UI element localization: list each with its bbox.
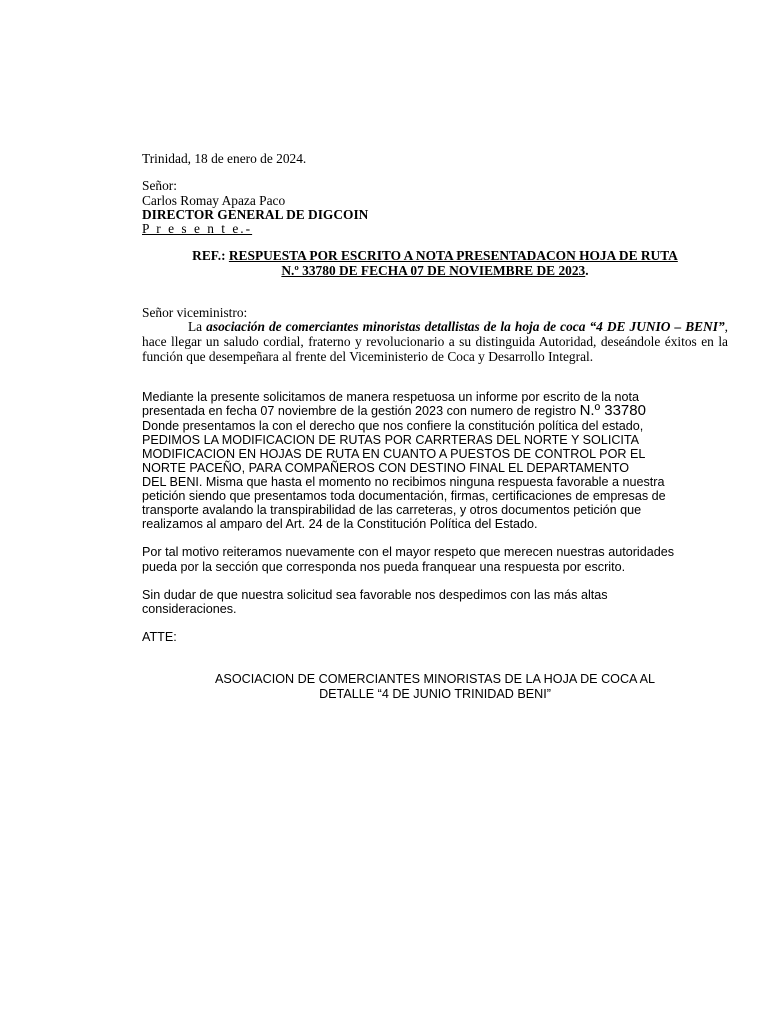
ref-label: REF.:: [192, 248, 226, 263]
body-line: transporte avalando la transpirabilidad de las carreteras, y otros documentos petición que: [142, 503, 642, 517]
signature-line: DETALLE “4 DE JUNIO TRINIDAD BENI”: [319, 687, 551, 701]
body-line: MODIFICACION EN HOJAS DE RUTA EN CUANTO A PUESTOS DE CONTROL POR EL: [142, 447, 646, 461]
intro-paragraph: [142, 319, 728, 364]
closing-line: Sin dudar de que nuestra solicitud sea favorable nos despedimos con las más altas: [142, 588, 608, 602]
atte-line: ATTE:: [142, 630, 177, 644]
ref-period: .: [585, 263, 589, 278]
recipient-name: Carlos Romay Apaza Paco: [142, 193, 286, 208]
reiteration-line: Por tal motivo reiteramos nuevamente con el mayor respeto que merecen nuestras autoridades: [142, 545, 675, 559]
signature-line: ASOCIACION DE COMERCIANTES MINORISTAS DE LA HOJA DE COCA AL: [215, 672, 655, 686]
reiteration-line: pueda por la sección que corresponda nos pueda franquear una respuesta por escrito.: [142, 560, 626, 574]
registro-number: N.º 33780: [579, 402, 646, 419]
greeting: Señor viceministro:: [142, 305, 248, 320]
body-line: NORTE PACEÑO, PARA COMPAÑEROS CON DESTINO FINAL EL DEPARTAMENTO: [142, 461, 630, 475]
body-line: DEL BENI. Misma que hasta el momento no recibimos ninguna respuesta favorable a nuestra: [142, 475, 665, 489]
intro-rest: , hace llegar un saludo cordial, fraterno y revolucionario a su distinguida Autoridad, deseándole éxitos en la función que desempeñara al frente del Viceministerio de Coca y Desarrollo Integral.: [142, 319, 728, 364]
salutation: Señor:: [142, 178, 177, 193]
recipient-title: DIRECTOR GENERAL DE DIGCOIN: [142, 207, 369, 222]
body-line: realizamos al amparo del Art. 24 de la Constitución Política del Estado.: [142, 517, 538, 531]
date-line: Trinidad, 18 de enero de 2024.: [142, 151, 307, 166]
reference-block: [142, 248, 728, 278]
body-line: petición siendo que presentamos toda documentación, firmas, certificaciones de empresas de: [142, 489, 666, 503]
body-line: PEDIMOS LA MODIFICACION DE RUTAS POR CARRTERAS DEL NORTE Y SOLICITA: [142, 433, 640, 447]
body-line: Mediante la presente solicitamos de manera respetuosa un informe por escrito de la nota: [142, 390, 640, 404]
ref-subject-line1: RESPUESTA POR ESCRITO A NOTA PRESENTADACON HOJA DE RUTA: [228, 248, 678, 263]
body-line: Donde presentamos la con el derecho que nos confiere la constitución política del estado,: [142, 419, 644, 433]
presente-line: P r e s e n t e.-: [142, 221, 253, 236]
intro-lead: La: [188, 319, 207, 334]
closing-line: consideraciones.: [142, 602, 237, 616]
body-line: presentada en fecha 07 noviembre de la gestión 2023 con numero de registro N.º 33780: [142, 402, 646, 419]
signature-block: [142, 672, 728, 702]
ref-subject-line2: N.º 33780 DE FECHA 07 DE NOVIEMBRE DE 2023: [281, 263, 586, 278]
organization-name: asociación de comerciantes minoristas detallistas de la hoja de coca “4 DE JUNIO – BENI”: [206, 319, 725, 334]
